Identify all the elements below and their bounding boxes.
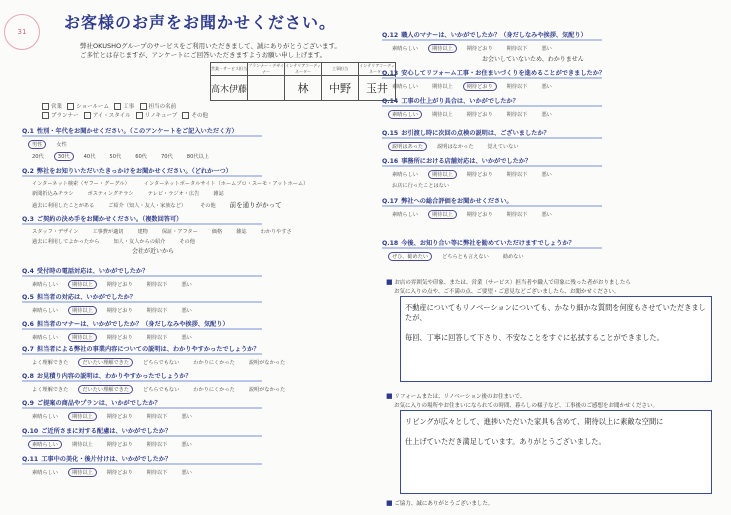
- question-number: Q.16: [382, 158, 399, 165]
- answer-option[interactable]: 過去に利用したことがある: [32, 203, 95, 209]
- question-underline: [22, 407, 262, 409]
- question-underline: [382, 137, 602, 139]
- answer-option[interactable]: 期待どおり: [466, 212, 493, 218]
- question-text: ご契約の決め手をお聞かせください。（複数回答可）: [36, 216, 183, 223]
- answer-option[interactable]: よく理解できた: [32, 387, 69, 393]
- answer-option[interactable]: だいたい理解できた: [78, 358, 133, 367]
- answer-option[interactable]: 期待以下: [146, 442, 168, 448]
- option-row: [32, 440, 262, 449]
- intro-line-1: 弊社OKUSHOグループのサービスをご利用いただきまして、誠にありがとうございます。: [80, 42, 341, 50]
- question-text: 担当者のマナーは、いかがでしたか？（身だしなみや挨拶、気配り）: [36, 321, 229, 328]
- answer-option[interactable]: 悪い: [541, 84, 552, 90]
- question-block: [22, 126, 262, 161]
- option-row: [32, 180, 322, 187]
- option-row: [32, 238, 306, 245]
- question-title: [22, 214, 306, 223]
- question-text: 職人のマナーは、いかがでしたか？（身だしなみや挨拶、気配り）: [401, 32, 587, 39]
- answer-option[interactable]: 20代: [32, 154, 44, 160]
- answer-option[interactable]: 悪い: [181, 442, 192, 448]
- question-underline: [22, 380, 262, 382]
- question-title: [382, 156, 602, 165]
- staff-table: [210, 62, 399, 101]
- question-number: Q.8: [22, 373, 34, 380]
- answer-option[interactable]: 30代: [54, 152, 74, 161]
- question-number: Q.15: [382, 130, 399, 137]
- answer-option[interactable]: 40代: [83, 154, 96, 160]
- handwritten-answer: 前を通りがかって: [229, 201, 282, 209]
- question-number: Q.11: [22, 456, 39, 463]
- question-underline: [22, 135, 262, 137]
- answer-option[interactable]: ご紹介（知人・友人・家族など）: [108, 203, 187, 209]
- question-number: Q.13: [382, 70, 399, 77]
- question-number: Q.2: [22, 168, 34, 175]
- free1-prompt-2: お気に入りの点や、ご不満の点、ご要望・ご意見などございましたら、お聞かせください。: [394, 289, 620, 295]
- question-number: Q.3: [22, 216, 34, 223]
- question-text: 安心してリフォーム工事・お住まいづくりを進めることができましたか？: [401, 70, 606, 77]
- answer-option[interactable]: 説明はなかった: [437, 144, 474, 150]
- answer-option[interactable]: 期待以上: [428, 44, 457, 53]
- answer-option[interactable]: 期待どおり: [106, 308, 133, 314]
- question-block: [22, 454, 262, 477]
- intro-line-2: ご多忙とは存じますが、アンケートにご回答いただきますようお願い申し上げます。: [80, 51, 327, 59]
- question-underline: [382, 105, 602, 107]
- question-block: [22, 344, 299, 367]
- question-title: [382, 128, 602, 137]
- question-number: Q.18: [382, 240, 399, 247]
- answer-option[interactable]: 悪い: [181, 335, 192, 341]
- question-number: Q.12: [382, 32, 399, 39]
- answer-option[interactable]: 期待どおり: [466, 172, 493, 178]
- answer-option[interactable]: 期待以上: [68, 333, 97, 342]
- answer-option[interactable]: 新聞折込みチラシ: [32, 191, 74, 197]
- question-block: [22, 166, 322, 209]
- answer-option[interactable]: 説明がなかった: [248, 387, 286, 393]
- question-underline: [382, 77, 602, 79]
- option-row: [32, 412, 262, 421]
- question-underline: [382, 165, 602, 167]
- question-number: Q.1: [22, 128, 34, 135]
- question-text: 受付時の電話対応は、いかがでしたか？: [36, 268, 149, 275]
- answer-option[interactable]: 過去に利用してよかったから: [32, 239, 100, 245]
- answer-option[interactable]: 期待どおり: [106, 442, 133, 448]
- answer-option[interactable]: その他: [200, 203, 216, 209]
- answer-option[interactable]: インターネットポータルサイト（ホームプロ・スーモ・アットホーム）: [143, 181, 309, 187]
- question-title: [382, 196, 602, 205]
- question-block: [382, 68, 605, 91]
- answer-option[interactable]: 素晴らしい: [392, 84, 418, 90]
- answer-option[interactable]: 雑誌: [213, 191, 224, 197]
- question-number: Q.7: [22, 346, 34, 353]
- question-title: [22, 426, 262, 435]
- question-underline: [22, 301, 262, 303]
- answer-option[interactable]: 建物: [137, 229, 148, 235]
- answer-option[interactable]: その他: [179, 239, 195, 245]
- page-title: お客様のお声をお聞かせください。: [64, 13, 337, 32]
- question-number: Q.5: [22, 294, 34, 301]
- question-title: [22, 454, 262, 463]
- answer-option[interactable]: 悪い: [181, 282, 192, 288]
- question-block: [382, 196, 602, 219]
- free2-prompt-2: お気に入りの場所やお住まいになられての時間、暮らしの様子など、工事後のご感想をお聞かせください。: [394, 403, 659, 409]
- extra-option[interactable]: お店に行ったことはない: [392, 183, 450, 189]
- question-block: [22, 292, 262, 315]
- staff-header: 営業・サービス担当: [211, 63, 248, 76]
- answer-option[interactable]: 期待以上: [428, 210, 457, 219]
- staff-name: 玉井: [359, 76, 396, 101]
- answer-option[interactable]: 期待以下: [506, 84, 528, 90]
- question-text: 今後、お知り合い等に弊社を勧めていただけますでしょうか？: [401, 240, 575, 247]
- answer-option[interactable]: 男性: [28, 140, 46, 149]
- option-row: [392, 170, 602, 179]
- answer-option[interactable]: 期待どおり: [106, 414, 133, 420]
- answer-option[interactable]: 期待以下: [146, 470, 168, 476]
- staff-name: [248, 76, 285, 101]
- answer-option[interactable]: 70代: [160, 154, 173, 160]
- answer-option[interactable]: 悪い: [541, 212, 552, 218]
- legend-row-2: プランナー アイ・スタイル リノキューブ その他: [42, 111, 208, 119]
- question-title: [22, 166, 322, 175]
- question-underline: [22, 275, 262, 277]
- option-row: [32, 280, 262, 289]
- answer-option[interactable]: 素晴らしい: [32, 282, 58, 288]
- free1-answer-box[interactable]: [400, 296, 712, 382]
- answer-option[interactable]: 期待以下: [146, 308, 168, 314]
- answer-option[interactable]: 期待どおり: [106, 335, 133, 341]
- answer-option[interactable]: 価格: [211, 229, 223, 235]
- question-block: [382, 30, 602, 63]
- question-text: ご提案の商品やプランは、いかがでしたか？: [36, 400, 161, 407]
- question-number: Q.14: [382, 98, 399, 105]
- question-title: [22, 292, 262, 301]
- question-block: [22, 398, 262, 421]
- answer-option[interactable]: 期待以上: [68, 412, 97, 421]
- answer-option[interactable]: 悪い: [181, 308, 192, 314]
- answer-option[interactable]: 勧めない: [502, 254, 524, 260]
- answer-option[interactable]: ぜひ、勧めたい: [388, 252, 432, 261]
- option-row: [32, 358, 299, 367]
- option-row: [392, 252, 602, 261]
- question-underline: [22, 353, 262, 355]
- answer-option[interactable]: わかりやすさ: [260, 229, 292, 235]
- answer-option[interactable]: スタッフ・デザイン: [32, 229, 79, 235]
- question-title: [22, 398, 262, 407]
- answer-option[interactable]: 期待どおり: [466, 46, 493, 52]
- option-row: [32, 306, 262, 315]
- answer-option[interactable]: 素晴らしい: [32, 414, 58, 420]
- question-underline: [382, 247, 602, 249]
- handwritten-answer: 会社が近いから: [132, 248, 175, 255]
- answer-option[interactable]: 知人・友人からの紹介: [113, 239, 166, 245]
- legend-row-1: 営業 ショールーム 工事 担当の名前: [42, 102, 176, 110]
- answer-option[interactable]: 期待以上: [71, 442, 93, 448]
- question-number: Q.6: [22, 321, 34, 328]
- question-block: [22, 266, 262, 289]
- question-title: [22, 371, 299, 380]
- option-row: [392, 82, 605, 91]
- option-row: [32, 152, 262, 161]
- answer-option[interactable]: 期待以上: [431, 112, 453, 118]
- answer-option[interactable]: 素晴らしい: [32, 470, 58, 476]
- question-underline: [22, 328, 262, 330]
- free2-handwriting-1: リビングが広々として、進捗いただいた家具も含めて、期待以上に素敵な空間に: [405, 417, 664, 426]
- question-title: [382, 68, 605, 77]
- question-number: Q.9: [22, 400, 34, 407]
- question-underline: [22, 175, 262, 177]
- footer-thanks: ■ ご協力、誠にありがとうございました。: [386, 499, 494, 507]
- handwritten-answer: お会いしていないため、わかりません: [482, 56, 584, 63]
- question-text: ご近所さまに対する配慮は、いかがでしたか？: [41, 428, 172, 435]
- question-title: [382, 238, 602, 247]
- answer-option[interactable]: だいたい理解できた: [78, 385, 133, 394]
- option-row: [32, 385, 299, 394]
- option-row: [392, 110, 602, 119]
- answer-option[interactable]: 素晴らしい: [28, 440, 62, 449]
- question-text: 担当者の対応は、いかがでしたか？: [36, 294, 136, 301]
- question-block: [382, 238, 602, 261]
- answer-option[interactable]: どちらとも言えない: [442, 254, 489, 260]
- question-title: [382, 96, 602, 105]
- question-underline: [22, 435, 262, 437]
- question-block: [22, 371, 299, 394]
- question-underline: [22, 463, 262, 465]
- question-underline: [382, 39, 602, 41]
- option-row: [32, 333, 262, 342]
- answer-option[interactable]: わかりにくかった: [193, 360, 235, 366]
- question-number: Q.10: [22, 428, 39, 435]
- question-text: 弊社をお知りいただいたきっかけをお聞かせください。（どれか一つ）: [36, 168, 232, 175]
- option-row: [392, 44, 602, 53]
- answer-option[interactable]: 期待以下: [146, 282, 168, 288]
- answer-option[interactable]: 期待以下: [506, 172, 528, 178]
- question-text: 担当者による弊社の事業内容についての説明は、わかりやすかったでしょうか？: [36, 346, 260, 353]
- answer-option[interactable]: 工事費が適切: [92, 229, 124, 235]
- staff-header: 工事担当: [322, 63, 359, 76]
- answer-option[interactable]: 悪い: [541, 112, 552, 118]
- question-text: 工事の仕上がり具合は、いかがでしたか？: [401, 98, 519, 105]
- stamp-seal: 31: [4, 14, 40, 50]
- answer-option[interactable]: 期待以上: [68, 306, 97, 315]
- question-title: [22, 319, 262, 328]
- question-block: [382, 156, 602, 189]
- answer-option[interactable]: 素晴らしい: [32, 308, 58, 314]
- answer-option[interactable]: どちらでもない: [143, 387, 180, 393]
- question-title: [382, 30, 602, 39]
- question-text: 事務所における店舗対応は、いかがでしたか？: [401, 158, 532, 165]
- answer-option[interactable]: 保証・アフター: [161, 229, 198, 235]
- answer-option[interactable]: 覚えていない: [487, 144, 519, 150]
- answer-option[interactable]: 素晴らしい: [392, 212, 418, 218]
- answer-option[interactable]: 期待どおり: [106, 470, 133, 476]
- question-title: [22, 266, 262, 275]
- question-block: [22, 319, 262, 342]
- answer-option[interactable]: 期待以上: [68, 468, 97, 477]
- answer-option[interactable]: 悪い: [541, 172, 552, 178]
- answer-option[interactable]: 説明はあった: [388, 142, 427, 151]
- staff-name: 林: [285, 76, 322, 101]
- question-text: お見積り内容の説明は、わかりやすかったでしょうか？: [36, 373, 192, 380]
- option-row: [32, 190, 322, 197]
- answer-option[interactable]: 期待以下: [506, 112, 528, 118]
- free1-handwriting-1: 不動産についてもリノベーションについても、かなり細かな質問を何度もさせていただきましたが、: [405, 303, 706, 322]
- option-row: [392, 210, 602, 219]
- answer-option[interactable]: わかりにくかった: [193, 387, 235, 393]
- answer-option[interactable]: 期待以上: [428, 170, 457, 179]
- answer-option[interactable]: 期待どおり: [106, 282, 133, 288]
- staff-header: プランナー・デザイナー: [248, 63, 284, 74]
- answer-option[interactable]: テレビ・ラジオ・広告: [147, 191, 200, 197]
- answer-option[interactable]: 悪い: [181, 470, 192, 476]
- answer-option[interactable]: 素晴らしい: [392, 172, 418, 178]
- answer-option[interactable]: 80代以上: [186, 154, 209, 160]
- answer-option[interactable]: 期待以下: [506, 46, 528, 52]
- free2-prompt-1: ■ リフォームまたは、リノベーション後のお住まいで、: [386, 392, 526, 400]
- answer-option[interactable]: 期待以下: [506, 212, 528, 218]
- answer-option[interactable]: 悪い: [541, 46, 552, 52]
- question-text: 弊社への総合評価をお聞かせください。: [401, 198, 513, 205]
- staff-name: 高木伊藤: [211, 76, 248, 101]
- answer-option[interactable]: インターネット検索（ヤフー・グーグル）: [32, 181, 130, 187]
- answer-option[interactable]: 素晴らしい: [392, 46, 418, 52]
- question-number: Q.4: [22, 268, 34, 275]
- answer-option[interactable]: 説明がなかった: [248, 360, 286, 366]
- question-title: [22, 344, 299, 353]
- staff-header: インテリアコーディネーター: [359, 63, 395, 74]
- answer-option[interactable]: 悪い: [181, 414, 192, 420]
- staff-header: インテリアコーディネーター: [285, 63, 321, 74]
- answer-option[interactable]: 期待以上: [431, 84, 453, 90]
- answer-option[interactable]: 期待以下: [146, 414, 168, 420]
- answer-option[interactable]: ポスティングチラシ: [87, 191, 134, 197]
- answer-option[interactable]: 素晴らしい: [388, 110, 422, 119]
- question-block: [382, 128, 602, 151]
- answer-option[interactable]: 期待どおり: [466, 112, 493, 118]
- question-block: [382, 96, 602, 119]
- answer-option[interactable]: 50代: [109, 154, 122, 160]
- question-block: [22, 426, 262, 449]
- free2-answer-box[interactable]: [400, 410, 712, 494]
- answer-option[interactable]: 期待以上: [68, 280, 97, 289]
- answer-option[interactable]: 雑誌: [236, 229, 247, 235]
- option-row: [32, 228, 306, 235]
- free1-prompt-1: ■ お店の雰囲気や印象、または、営業（サービス）担当者や職人で印象に残った者がおりましたら: [386, 278, 631, 286]
- question-underline: [382, 205, 602, 207]
- option-row: [32, 200, 322, 209]
- question-text: 性別・年代をお聞かせください。（このアンケートをご記入いただく方）: [36, 128, 238, 135]
- staff-name: 中野: [322, 76, 359, 101]
- question-title: [22, 126, 262, 135]
- answer-option[interactable]: 期待以下: [146, 335, 168, 341]
- question-text: お引渡し時に次回の点検の説明は、ございましたか？: [401, 130, 550, 137]
- answer-option[interactable]: 女性: [56, 142, 67, 148]
- question-underline: [22, 223, 262, 225]
- question-block: [22, 214, 306, 255]
- answer-option[interactable]: 60代: [135, 154, 147, 160]
- option-row: [392, 142, 602, 151]
- free1-handwriting-2: 毎回、丁寧に回答して下さり、不安なことをすぐに払拭することができました。: [405, 333, 664, 342]
- option-row: [32, 140, 262, 149]
- answer-option[interactable]: 素晴らしい: [32, 335, 58, 341]
- option-row: [32, 468, 262, 477]
- answer-option[interactable]: どちらでもない: [143, 360, 180, 366]
- free2-handwriting-2: 仕上げていただき満足しています。ありがとうございました。: [405, 437, 606, 446]
- answer-option[interactable]: よく理解できた: [32, 360, 69, 366]
- question-text: 工事中の美化・後片付けは、いかがでしたか？: [41, 456, 172, 463]
- question-number: Q.17: [382, 198, 399, 205]
- answer-option[interactable]: 期待どおり: [463, 82, 497, 91]
